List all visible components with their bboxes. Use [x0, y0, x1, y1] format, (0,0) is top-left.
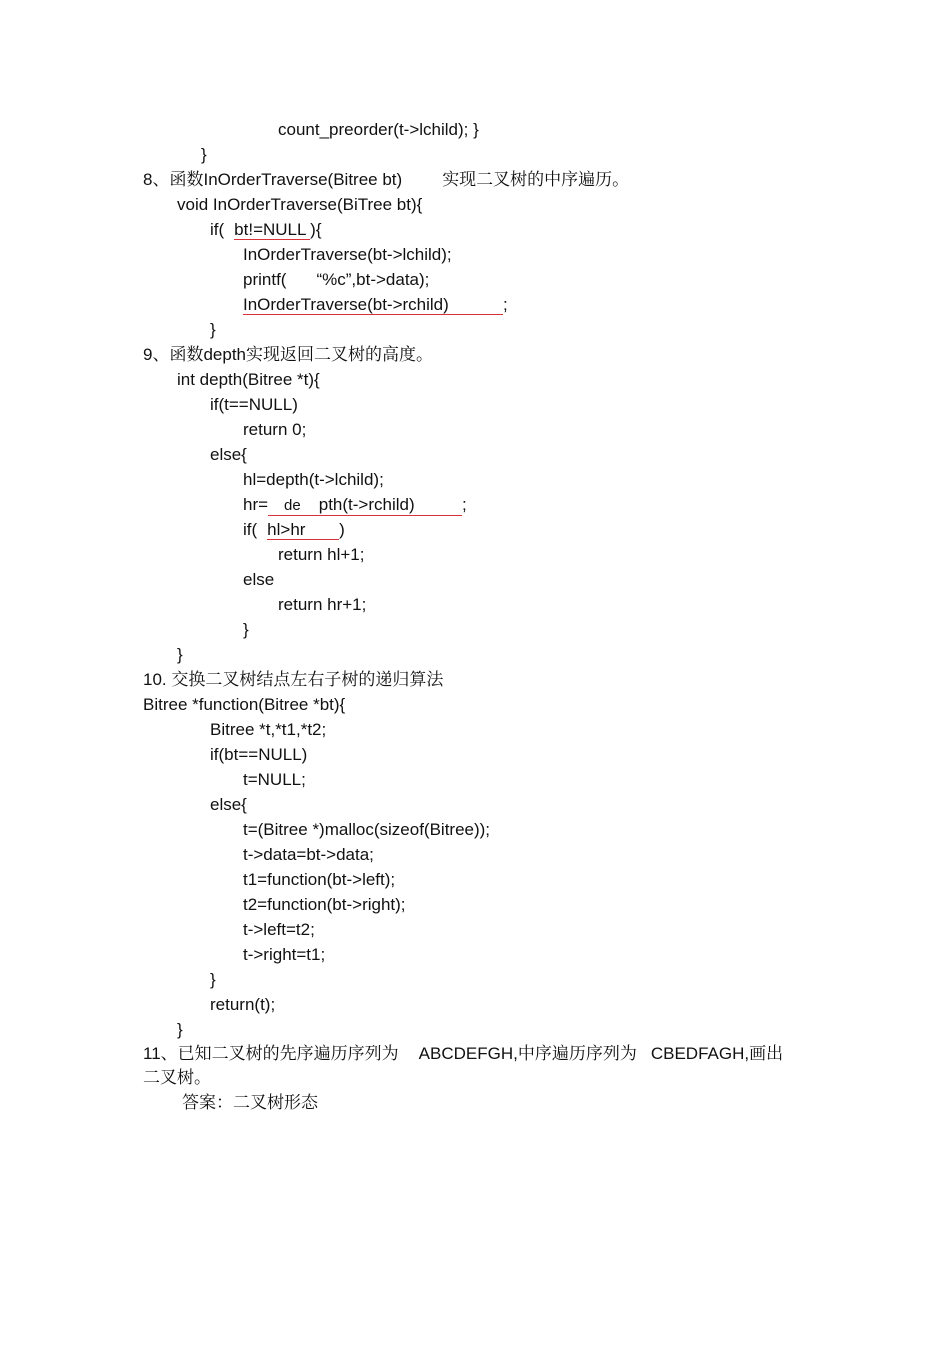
code-line: t->data=bt->data;	[243, 845, 374, 864]
code-line-with-blank	[243, 495, 467, 516]
sequence-preorder: ABCDEFGH,	[418, 1044, 518, 1063]
code-line: t=(Bitree *)malloc(sizeof(Bitree));	[243, 820, 491, 839]
question-text: 11、已知二叉树的先序遍历序列为	[143, 1044, 399, 1063]
code-line: return hr+1;	[278, 595, 367, 614]
code-line: t=NULL;	[243, 770, 306, 789]
code-line: int depth(Bitree *t){	[177, 370, 320, 389]
code-line-with-blank	[243, 520, 345, 540]
question-text: 画出	[749, 1044, 784, 1063]
code-line: }	[210, 970, 216, 989]
code-text: ,bt->data);	[351, 270, 430, 289]
code-line-with-blank	[210, 220, 322, 240]
code-line: return 0;	[243, 420, 307, 439]
code-text: if(	[243, 520, 258, 539]
answer-blank: InOrderTraverse(bt->rchild)	[243, 296, 503, 315]
answer-blank: hl>hr	[267, 521, 339, 540]
code-text: ;	[462, 495, 467, 514]
code-line: t2=function(bt->right);	[243, 895, 406, 914]
answer-blank	[268, 496, 462, 516]
code-line: t->left=t2;	[243, 920, 315, 939]
code-line: }	[177, 645, 183, 664]
code-line: return hl+1;	[278, 545, 365, 564]
code-line: InOrderTraverse(bt->lchild);	[243, 245, 452, 264]
answer-fragment: de	[284, 497, 301, 514]
code-line: t->right=t1;	[243, 945, 326, 964]
code-line: if(bt==NULL)	[210, 745, 308, 764]
code-line: else{	[210, 445, 247, 464]
question-9	[143, 345, 433, 365]
code-line	[243, 270, 429, 290]
format-string: “%c”	[316, 270, 352, 289]
code-line: else	[243, 570, 275, 589]
code-line: }	[210, 320, 216, 339]
code-line: else{	[210, 795, 247, 814]
code-text: printf(	[243, 270, 287, 289]
sequence-inorder: CBEDFAGH,	[650, 1044, 750, 1063]
code-line: return(t);	[210, 995, 276, 1014]
code-line-with-blank	[243, 295, 508, 315]
code-text: hr=	[243, 495, 269, 514]
answer-fragment: pth(t->rchild)	[318, 495, 415, 514]
code-text: )	[339, 520, 345, 539]
question-text: 实现二叉树的中序遍历。	[442, 170, 630, 189]
question-8	[143, 170, 629, 190]
question-text: 二叉树。	[143, 1068, 211, 1087]
question-text: 实现返回二叉树的高度。	[246, 345, 434, 364]
code-line: }	[201, 145, 207, 164]
code-line: t1=function(bt->left);	[243, 870, 396, 889]
question-10: 10. 交换二叉树结点左右子树的递归算法	[143, 670, 444, 689]
code-text: ){	[310, 220, 322, 239]
code-text: ;	[503, 295, 508, 314]
code-line: count_preorder(t->lchild); }	[278, 120, 479, 139]
answer-label: 答案：二叉树形态	[182, 1093, 318, 1112]
code-line: hl=depth(t->lchild);	[243, 470, 384, 489]
code-line: Bitree *t,*t1,*t2;	[210, 720, 327, 739]
function-name: InOrderTraverse(Bitree bt)	[203, 170, 403, 189]
question-text: 8、函数	[143, 170, 204, 189]
code-line: }	[243, 620, 249, 639]
answer-blank: bt!=NULL	[234, 221, 310, 240]
question-11	[143, 1044, 783, 1064]
code-line: Bitree *function(Bitree *bt){	[143, 695, 346, 714]
code-line: if(t==NULL)	[210, 395, 298, 414]
code-text: if(	[210, 220, 225, 239]
question-text: 中序遍历序列为	[517, 1044, 637, 1063]
question-text: 9、函数	[143, 345, 204, 364]
code-line: void InOrderTraverse(BiTree bt){	[177, 195, 423, 214]
code-line: }	[177, 1020, 183, 1039]
function-name: depth	[203, 345, 247, 364]
